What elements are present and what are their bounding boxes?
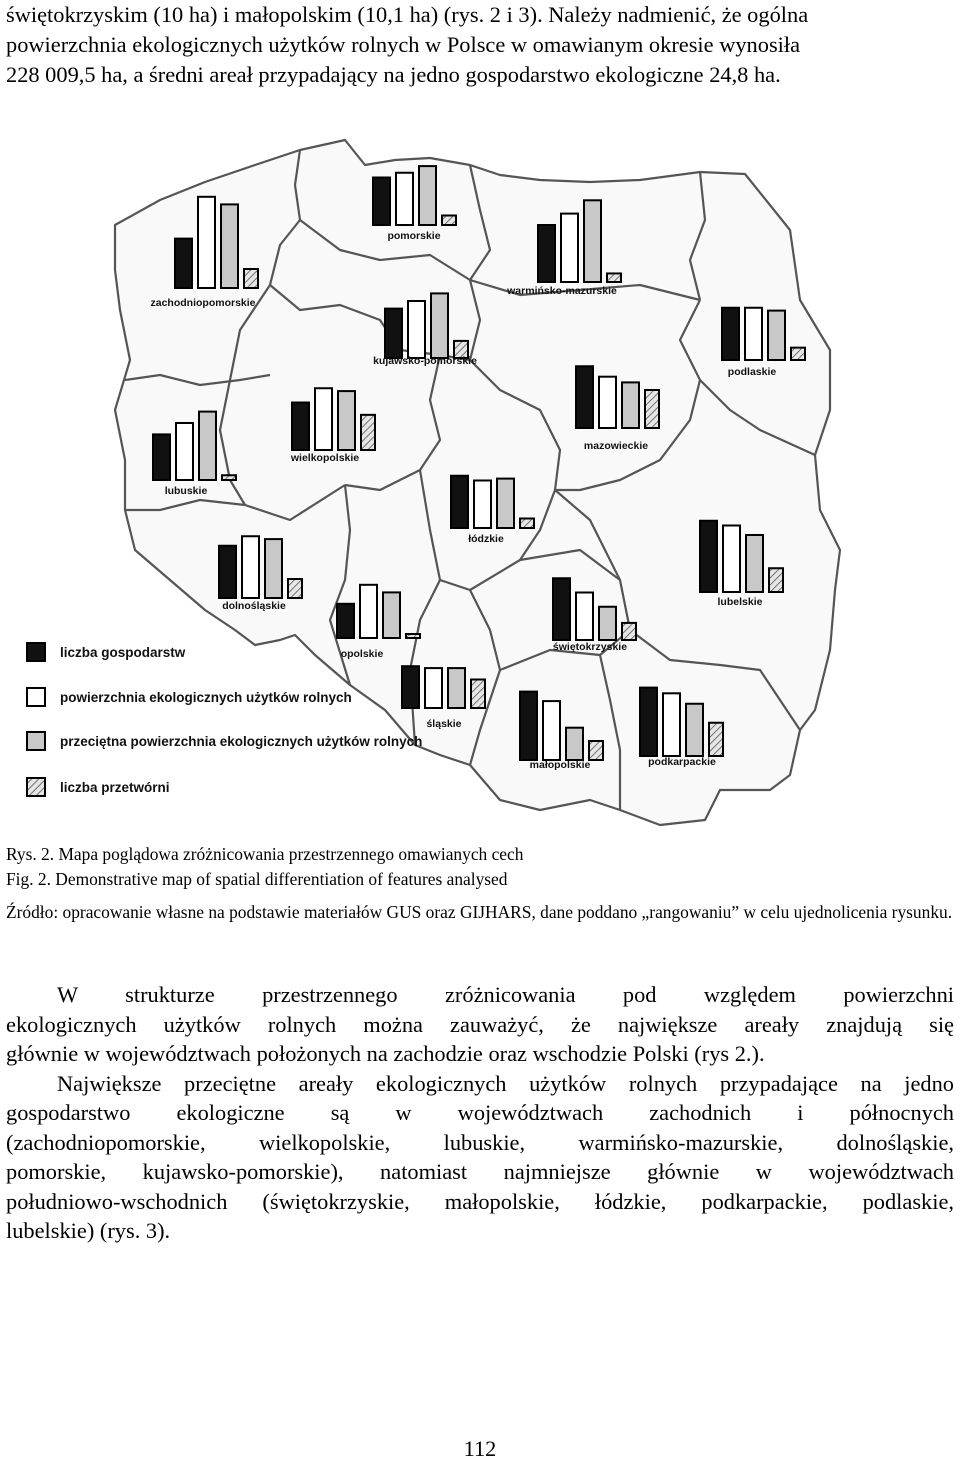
legend-label: liczba przetwórni (60, 780, 170, 795)
legend-item-area (27, 688, 352, 706)
bar-farms (402, 666, 419, 708)
bar-farms (337, 604, 354, 638)
bar-processors (471, 680, 485, 709)
bar-avg (338, 391, 355, 450)
bar-processors (589, 741, 603, 760)
intro-line-2: powierzchnia ekologicznych użytków rolnych w Polsce w omawianym okresie wynosiła (6, 32, 801, 57)
region-label: lubuskie (164, 485, 208, 497)
region-label: podlaskie (727, 366, 777, 378)
region-label: opolskie (340, 648, 384, 660)
bar-area (176, 423, 193, 480)
bar-avg (566, 728, 583, 760)
legend-swatch (27, 643, 45, 661)
bar-farms (700, 521, 717, 592)
bar-avg (497, 479, 514, 528)
region-label: wielkopolskie (290, 452, 360, 464)
bar-farms (373, 178, 390, 226)
region-label: zachodniopomorskie (150, 297, 256, 309)
bar-area (360, 585, 377, 638)
bar-farms (219, 546, 236, 598)
bar-farms (722, 308, 739, 360)
bar-area (474, 481, 491, 529)
bar-avg (199, 412, 216, 480)
intro-line-1: świętokrzyskim (10 ha) i małopolskim (10,1 ha) (rys. 2 i 3). Należy nadmienić, że ogólna (6, 2, 809, 27)
bar-area (723, 526, 740, 593)
region-label: podkarpackie (648, 756, 716, 768)
bar-farms (520, 692, 537, 760)
paragraph-2-line-6: lubelskie) (rys. 3). (6, 1218, 171, 1243)
bar-processors (709, 723, 723, 756)
bar-farms (385, 309, 402, 358)
paragraph-1-line-1: W strukturze przestrzennego zróżnicowania pod względem powierzchni (57, 982, 954, 1007)
bar-area (599, 377, 616, 428)
poland-voivodeship-map (0, 110, 960, 840)
paragraph-2-line-1: Największe przeciętne areały ekologicznych użytków rolnych przypadające na jedno (57, 1070, 954, 1096)
bar-farms (292, 403, 309, 451)
bar-avg (419, 166, 436, 225)
region-label: warmińsko-mazurskie (507, 285, 617, 297)
bar-area (561, 214, 578, 282)
region-label: kujawsko-pomorskie (373, 355, 477, 367)
legend-label: przeciętna powierzchnia ekologicznych użytków rolnych (60, 734, 423, 749)
region-label: łódzkie (468, 533, 504, 545)
bar-avg (768, 311, 785, 360)
bar-farms (640, 688, 657, 756)
bar-avg (383, 592, 400, 638)
bar-area (315, 388, 332, 450)
bar-processors (622, 623, 636, 640)
intro-paragraph (6, 0, 954, 90)
legend-item-processors (27, 778, 170, 796)
figure-source-note: Źródło: opracowanie własne na podstawie materiałów GUS oraz GIJHARS, dane poddano „rangowaniu” w celu ujednolicenia rysunku. (6, 902, 953, 922)
legend-swatch (27, 688, 45, 706)
paragraph-1 (6, 980, 954, 1069)
paragraph-2-line-2: gospodarstwo ekologiczne są w województwach zachodnich i północnych (6, 1100, 954, 1125)
bar-area (663, 693, 680, 756)
region-label: dolnośląskie (222, 600, 286, 612)
legend-item-avg (27, 732, 422, 750)
paragraph-2-line-5: południowo-wschodnich (świętokrzyskie, małopolskie, łódzkie, podkarpackie, podlaskie, (6, 1188, 954, 1214)
bar-area (396, 173, 413, 225)
bar-avg (431, 293, 448, 358)
bar-area (425, 668, 442, 708)
bar-farms (553, 578, 570, 640)
bar-farms (175, 239, 192, 288)
paragraph-2-line-4: pomorskie, kujawsko-pomorskie), natomiast najmniejsze głównie w województwach (6, 1159, 954, 1184)
paragraph-1-line-2: ekologicznych użytków rolnych można zauważyć, że największe areały znajdują się (6, 1011, 954, 1037)
bar-processors (361, 415, 375, 450)
page-number: 112 (463, 1436, 497, 1461)
bar-processors (288, 579, 302, 598)
paragraph-1-line-3: głównie w województwach położonych na zachodzie oraz wschodzie Polski (rys 2.). (6, 1041, 765, 1066)
region-label: mazowieckie (583, 440, 649, 452)
bar-area (408, 301, 425, 358)
paragraph-2 (6, 1069, 954, 1246)
bar-avg (599, 607, 616, 640)
bar-area (198, 197, 215, 288)
bar-avg (746, 535, 763, 592)
bar-area (745, 308, 762, 360)
region-label: świętokrzyskie (552, 641, 628, 653)
bar-processors (442, 216, 456, 226)
legend-item-farms (27, 643, 186, 661)
bar-processors (645, 390, 659, 428)
paragraph-2-line-3: (zachodniopomorskie, wielkopolskie, lubuskie, warmińsko-mazurskie, dolnośląskie, (6, 1129, 954, 1155)
legend-label: liczba gospodarstw (60, 645, 186, 660)
bar-avg (584, 200, 601, 282)
bar-farms (451, 476, 468, 528)
bar-avg (265, 539, 282, 598)
bar-processors (769, 568, 783, 592)
region-label: pomorskie (387, 230, 441, 242)
bar-area (543, 701, 560, 760)
bar-avg (448, 668, 465, 708)
figure-caption-en: Fig. 2. Demonstrative map of spatial differentiation of features analysed (6, 869, 508, 889)
legend-swatch (27, 732, 45, 750)
intro-line-3: 228 009,5 ha, a średni areał przypadający na jedno gospodarstwo ekologiczne 24,8 ha. (6, 62, 781, 87)
bar-processors (791, 348, 805, 360)
bar-avg (622, 382, 639, 428)
bar-processors (607, 273, 621, 282)
bar-avg (686, 704, 703, 756)
bar-processors (406, 634, 420, 638)
bar-farms (576, 366, 593, 428)
bar-processors (222, 475, 236, 480)
legend-label: powierzchnia ekologicznych użytków rolnych (60, 690, 352, 705)
region-label: lubelskie (717, 596, 763, 608)
bar-area (576, 593, 593, 641)
bar-farms (153, 434, 170, 480)
bar-area (242, 536, 259, 598)
region-label: śląskie (426, 718, 462, 730)
body-text (6, 980, 954, 1246)
region-label: małopolskie (529, 759, 591, 771)
figure-caption-pl: Rys. 2. Mapa poglądowa zróżnicowania przestrzennego omawianych cech (6, 844, 524, 864)
bar-processors (520, 519, 534, 529)
bar-avg (221, 204, 238, 288)
legend-swatch (27, 778, 45, 796)
bar-farms (538, 225, 555, 282)
bar-processors (244, 269, 258, 288)
